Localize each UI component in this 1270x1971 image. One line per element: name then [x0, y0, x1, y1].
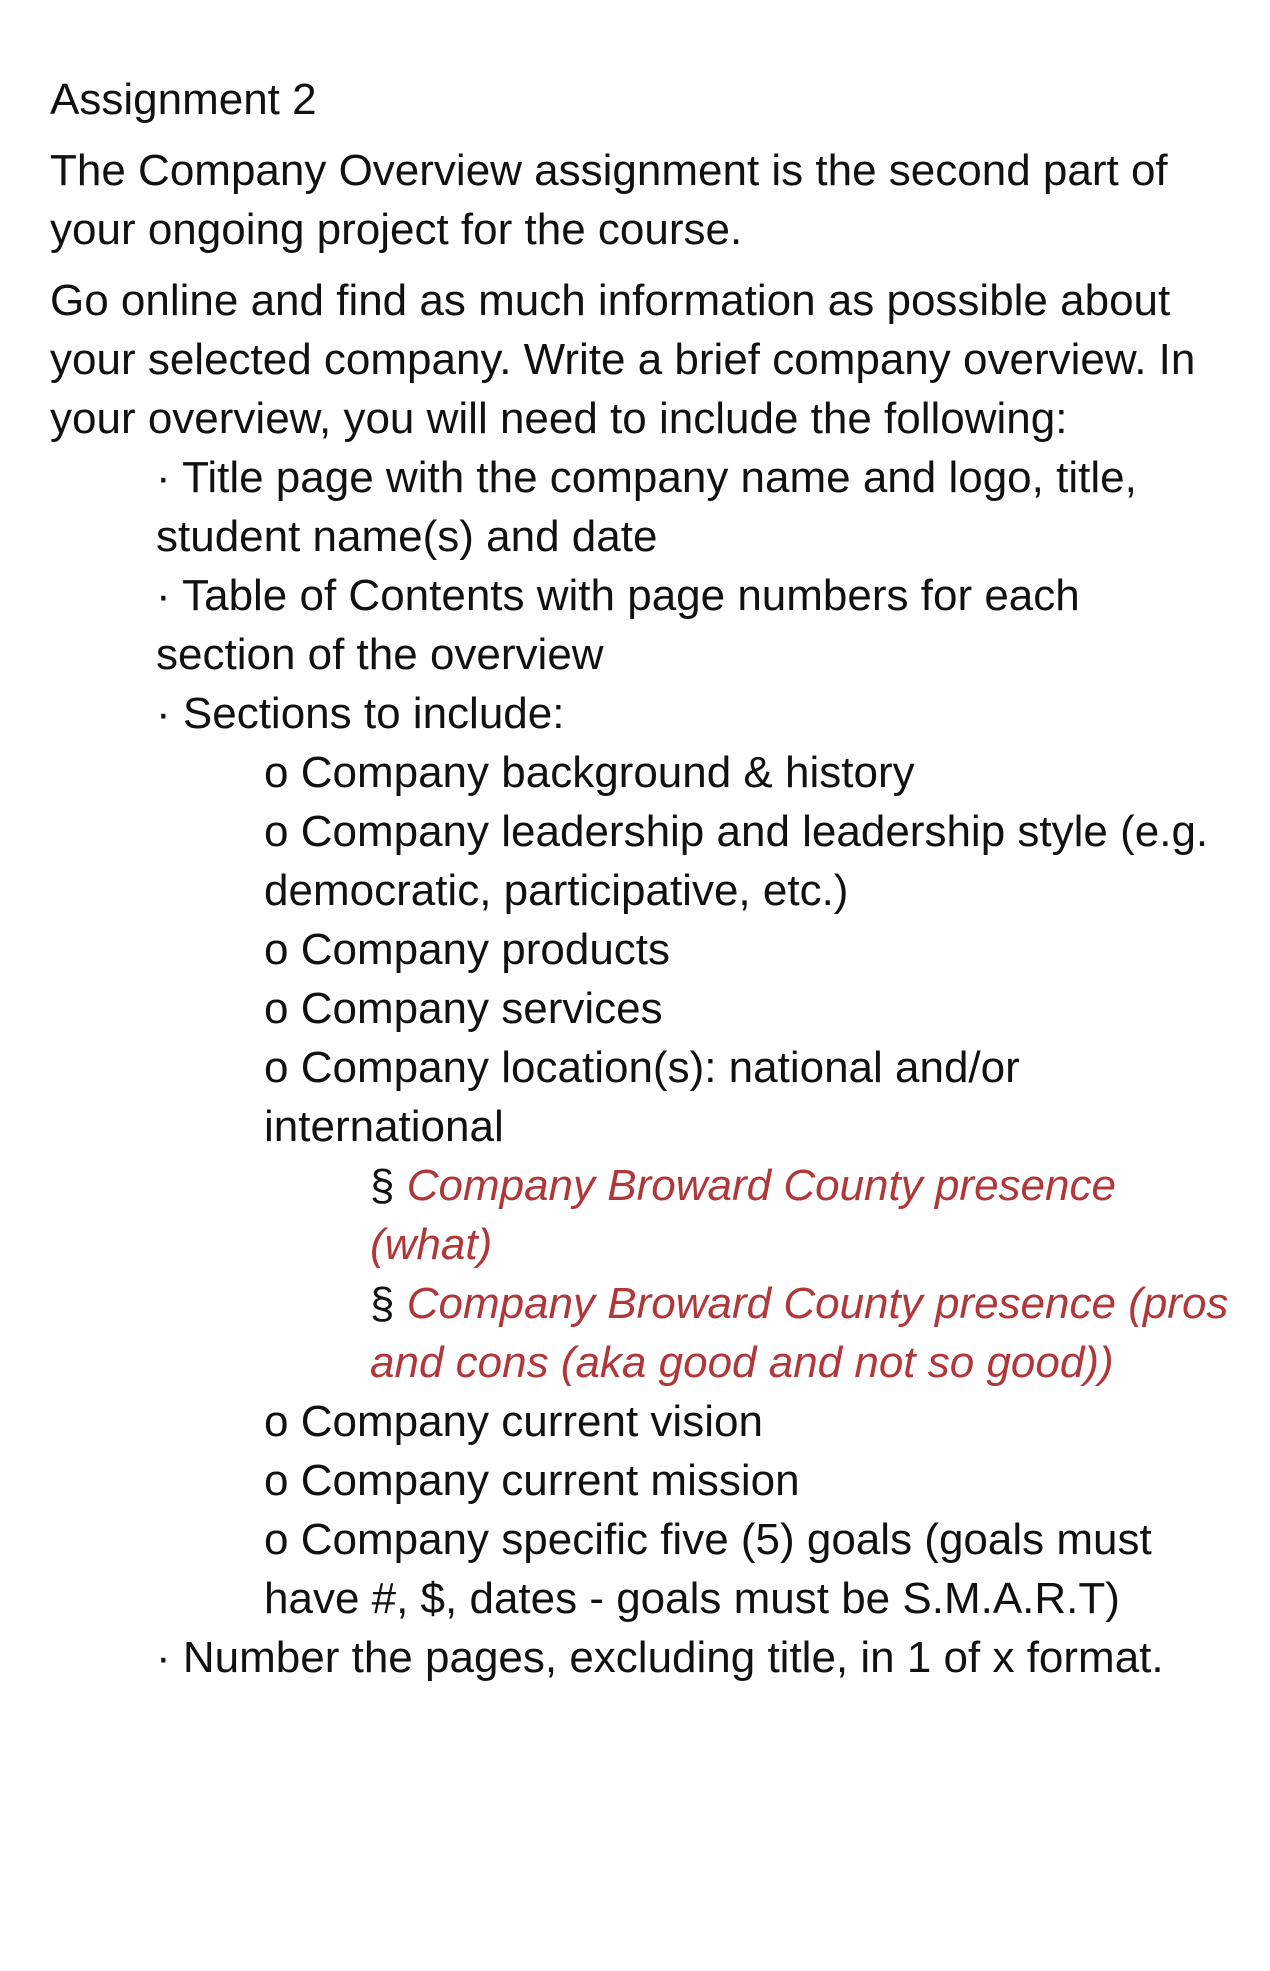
bullet-glyph: · [156, 1633, 171, 1682]
bullet-text: Title page with the company name and logo, title, student name(s) and date [156, 453, 1137, 561]
intro-paragraph: The Company Overview assignment is the second part of your ongoing project for the course. [50, 146, 1168, 254]
sub-glyph: o [264, 807, 289, 856]
section-text: Company services [300, 984, 663, 1033]
section-locations [264, 1038, 1230, 1156]
sub-glyph: o [264, 925, 289, 974]
document [50, 70, 1230, 1687]
sub-glyph: o [264, 1515, 289, 1564]
bullet-glyph: · [156, 453, 171, 502]
section-glyph: § [370, 1279, 395, 1328]
sub-glyph: o [264, 1456, 289, 1505]
bullet-toc [156, 566, 1230, 684]
bullet-glyph: · [156, 571, 171, 620]
section-products [264, 920, 1230, 979]
assignment-title: Assignment 2 [50, 75, 317, 124]
sub-glyph: o [264, 748, 289, 797]
sub-glyph: o [264, 1043, 289, 1092]
section-text: Company location(s): national and/or international [264, 1043, 1020, 1151]
sub-glyph: o [264, 1397, 289, 1446]
section-text: Company current vision [300, 1397, 763, 1446]
section-glyph: § [370, 1161, 395, 1210]
section-background [264, 743, 1230, 802]
bullet-numbering [156, 1628, 1230, 1687]
section-goals [264, 1510, 1230, 1628]
section-text: Company background & history [300, 748, 915, 797]
bullet-text: Table of Contents with page numbers for each section of the overview [156, 571, 1080, 679]
section-text: Company leadership and leadership style (e.g. democratic, participative, etc.) [264, 807, 1209, 915]
section-services [264, 979, 1230, 1038]
section-text: Company specific five (5) goals (goals must have #, $, dates - goals must be S.M.A.R.T) [264, 1515, 1152, 1623]
section-mission [264, 1451, 1230, 1510]
section-text: Company products [300, 925, 671, 974]
instructions-paragraph: Go online and find as much information as possible about your selected company. Write a brief company overview. In your overview, you will need to include the following: [50, 276, 1196, 443]
subsection-broward-what [370, 1156, 1230, 1274]
bullet-text: Number the pages, excluding title, in 1 of x format. [182, 1633, 1164, 1682]
section-leadership [264, 802, 1230, 920]
bullet-sections [156, 684, 1230, 743]
bullet-title-page [156, 448, 1230, 566]
subsection-broward-pros-cons [370, 1274, 1230, 1392]
subsection-text: Company Broward County presence (pros and cons (aka good and not so good)) [370, 1279, 1229, 1387]
sub-glyph: o [264, 984, 289, 1033]
bullet-glyph: · [156, 689, 171, 738]
section-vision [264, 1392, 1230, 1451]
section-text: Company current mission [300, 1456, 800, 1505]
subsection-text: Company Broward County presence (what) [370, 1161, 1116, 1269]
bullet-text: Sections to include: [182, 689, 565, 738]
